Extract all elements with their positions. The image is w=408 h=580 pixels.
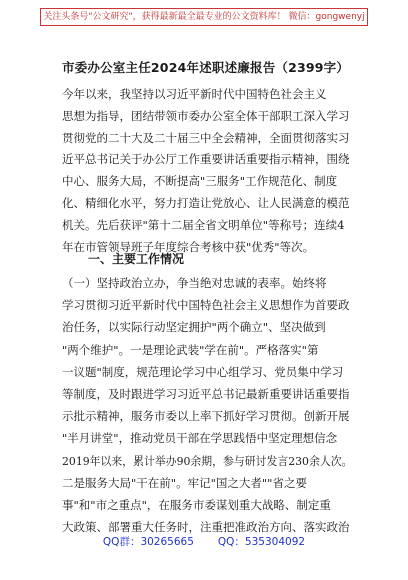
section-line: 等制度，及时跟进学习习近平总书记最新重要讲话重要指 <box>62 386 350 401</box>
intro-line: 今年以来，我坚持以习近平新时代中国特色社会主义 <box>62 87 327 101</box>
intro-line: 年在市管领导班子年度综合考核中获"优秀"等次。 <box>62 239 315 254</box>
promo-banner: 关注头条号"公文研究"，获得最新最全最专业的公文资料库！ 微信：gongwenyj <box>40 8 368 26</box>
section-paragraph <box>62 272 352 538</box>
qq-group-number: QQ群：30265665 <box>102 536 194 548</box>
intro-line: 近平总书记关于办公厅工作重要讲话重要指示精神，围绕 <box>62 152 350 167</box>
section-line: （一）坚持政治立办，争当绝对忠诚的表率。始终将 <box>62 276 327 290</box>
intro-line: 化、精细化水平，努力打造让党放心、让人民满意的模范 <box>62 195 350 210</box>
section-line: 二是服务大局"干在前"。牢记"国之大者""省之要 <box>62 475 307 490</box>
footer-contact <box>0 534 408 549</box>
intro-line: 贯彻党的二十大及二十届三中全会精神，全面贯彻落实习 <box>62 130 350 145</box>
intro-line: 思想为指导，团结带领市委办公室全体干部职工深入学习 <box>62 108 350 123</box>
document-title: 市委办公室主任2024年述职述廉报告（2399字） <box>62 60 350 75</box>
section-line: "半月讲堂"，推动党员干部在学思践悟中坚定理想信念 <box>62 431 338 446</box>
intro-paragraph <box>62 84 352 258</box>
section-line: 大政策、部署重大任务时，注重把准政治方向、落实政治 <box>62 520 350 535</box>
section-line: "两个维护"。一是理论武装"学在前"。严格落实"第 <box>62 342 319 357</box>
section-heading: 一、主要工作情况 <box>88 252 185 266</box>
qq-number: QQ：535304092 <box>217 536 306 548</box>
intro-line: 中心、服务大局，不断提高"三服务"工作规范化、制度 <box>62 174 338 189</box>
section-line: 一议题"制度，规范理论学习中心组学习、党员集中学习 <box>62 364 344 379</box>
section-line: 治任务，以实际行动坚定拥护"两个确立"、坚决做到 <box>62 320 326 335</box>
section-line: 学习贯彻习近平新时代中国特色社会主义思想作为首要政 <box>62 298 350 313</box>
section-line: 事"和"市之重点"，在服务市委谋划重大战略、制定重 <box>62 497 331 512</box>
section-line: 2019年以来，累计举办90余期，参与研讨发言230余人次。 <box>62 453 353 468</box>
intro-line: 机关。先后获评"第十二届全省文明单位"等称号；连续4 <box>62 217 345 232</box>
section-line: 示批示精神，服务市委以上率下抓好学习贯彻。创新开展 <box>62 409 350 424</box>
